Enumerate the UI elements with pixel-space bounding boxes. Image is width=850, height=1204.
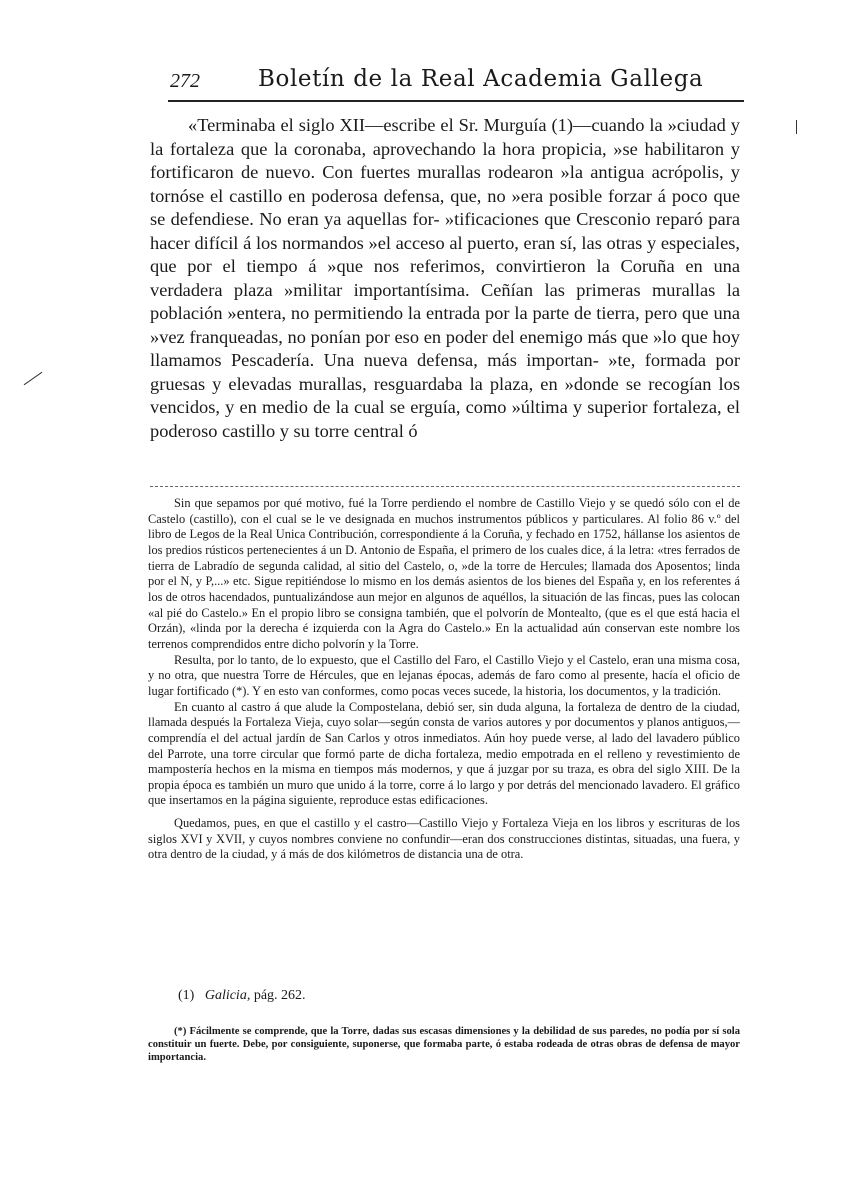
footnote-paragraph-2: Resulta, por lo tanto, de lo expuesto, que el Castillo del Faro, el Castillo Viejo y el Castelo, eran una misma cosa, y no otra, que nuestra Torre de Hércules, que en lejanas épocas, además de faro como al presente, hacía el oficio de lugar fortificado (*). Y en esto van conformes, como pocas veces sucede, la historia, los documentos, y la tradición. (148, 652, 740, 698)
footnote-paragraph-1: Sin que sepamos por qué motivo, fué la Torre perdiendo el nombre de Castillo Viejo y se quedó sólo con el de Castelo (castillo), con el cual se le ve designada en muchos instrumentos públicos y particulares. Al folio 86 v.º del libro de Legos de la Real Unica Contribución, correspondiente á la Coruña, y fechado en 1752, hállanse los asientos de los predios rústicos pertenecientes á un D. Antonio de España, el primero de los cuales dice, á la letra: «tres ferrados de tierra de Labradío de segunda calidad, al sitio del Castelo, o, »de la torre de Hercules; llamada dos Aposentos; linda por el N, y P,...» etc. Sigue repitiéndose lo mismo en los demás asientos de los bienes del España y, en los referentes á los de otros hacendados, puntualizándose aun mejor en algunos de aquéllos, la situación de las fincas, pues las colocan «al pié do Castelo.» En el propio libro se consigna también, que el polvorín de Montealto, (que es el que está hacia el Orzán), «linda por la derecha é izquierda con la Agra do Castelo.» En la actualidad aún conservan este nombre los terrenos comprendidos entre dicho polvorín y la Torre. (148, 496, 740, 651)
footnotes (148, 496, 740, 863)
star-footnote: (*) Fácilmente se comprende, que la Torre, dadas sus escasas dimensiones y la debilidad de sus paredes, no podía por sí sola constituir un fuerte. Debe, por consiguiente, suponerse, que formaba parte, ó estaba rodeada de otras obras de defensa de mayor importancia. (148, 1026, 740, 1063)
reference-page: pág. 262. (253, 988, 306, 1003)
reference-work: Galicia, (204, 988, 251, 1003)
main-text (150, 114, 740, 443)
footnote-paragraph-3: En cuanto al castro á que alude la Compostelana, debió ser, sin duda alguna, la fortaleza de dentro de la ciudad, llamada después la Fortaleza Vieja, cuyo solar—según consta de varios autores y por documentos y planos antiguos,—comprendía el del actual jardín de San Carlos y otros inmediatos. Aún hoy puede verse, al lado del lavadero público del Parrote, una torre circular que formó parte de dicha fortaleza, medio empotrada en el relleno y revestimiento de mampostería hechos en la misma en tiempos más modernos, y que á juzgar por su traza, es obra del siglo XIII. De la propia época es también un muro que unido á la torre, corre á lo largo y por detrás del mencionado lavadero. El gráfico que insertamos en la página siguiente, reproduce estas edificaciones. (148, 699, 740, 808)
page-number: 272 (170, 70, 200, 92)
header-rule (168, 100, 744, 102)
margin-scratch-mark (796, 120, 797, 134)
footnote-paragraph-4: Quedamos, pues, en que el castillo y el castro—Castillo Viejo y Fortaleza Vieja en los libros y escrituras de los siglos XVI y XVII, y cuyos nombres conviene no confundir—eran dos construcciones distintas, situadas, una fuera, y otra dentro de la ciudad, y á más de dos kilómetros de distancia una de otra. (148, 816, 740, 862)
main-paragraph: «Terminaba el siglo XII—escribe el Sr. Murguía (1)—cuando la »ciudad y la fortaleza que la coronaba, aprovechando la hora propicia, »se habilitaron y fortificaron de nuevo. Con fuertes murallas rodearon »la antigua acrópolis, y tornóse el castillo en poderosa defensa, que, no »era posible forzar á poco que se defendiese. No eran ya aquellas for- »tificaciones que Cresconio reparó para hacer difícil á los normandos »el acceso al puerto, eran sí, las otras y especiales, que por el tiempo á »que nos referimos, convirtieron la Coruña en una verdadera plaza »militar importantísima. Ceñían las primeras murallas la población »entera, no permitiendo la entrada por la parte de tierra, pero que una »vez franqueadas, no ponían por eso en poder del enemigo más que »lo que hoy llamamos Pescadería. Una nueva defensa, más importan- »te, formada por gruesas y elevadas murallas, resguardaba la plaza, en »donde se recogían los vencidos, y en medio de la cual se erguía, como »última y superior fortaleza, el poderoso castillo y su torre central ó (150, 115, 740, 441)
margin-scratch-mark (24, 372, 43, 385)
reference-note (178, 988, 306, 1004)
footnote-separator (150, 486, 740, 487)
reference-number: (1) (178, 988, 195, 1003)
running-head-title: Boletín de la Real Academia Gallega (258, 66, 704, 92)
